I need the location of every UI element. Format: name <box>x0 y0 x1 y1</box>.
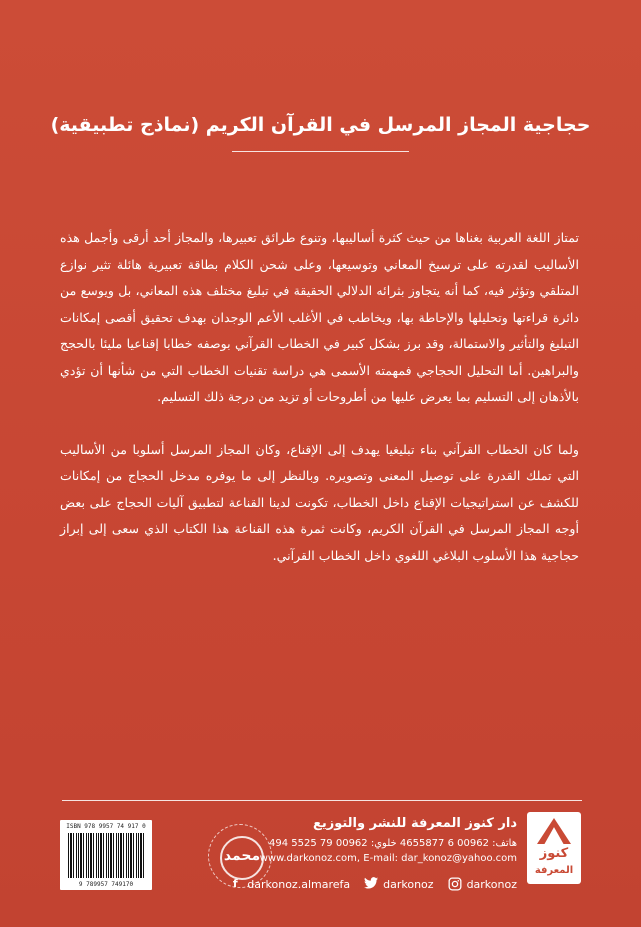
barcode-bars <box>68 833 144 878</box>
publisher-phones: هاتف: 00962 6 4655877 خلوي: 00962 79 5525 494 <box>269 838 517 849</box>
social-instagram[interactable] <box>448 877 517 891</box>
blurb-paragraph-2: ولما كان الخطاب القرآني بناء تبليغيا يهدف إلى الإقناع، وكان المجاز المرسل أسلوبا من الأساليب التي تملك القدرة على توصيل المعنى وتصويره. وبالنظر إلى ما يوفره مدخل الحجاج من إمكانات للكشف عن استراتيجيات الإقناع داخل الخطاب، تكونت لدينا القناعة لتطبيق آليات الحجاج على بعض أوجه المجاز المرسل في القرآن الكريم، وكانت ثمرة هذه القناعة هذا الكتاب الذي سعى إلى إبراز حجاجية هذا الأسلوب البلاغي اللغوي داخل الخطاب القرآني. <box>60 441 579 563</box>
designer-emblem <box>208 824 272 888</box>
facebook-icon: f <box>232 877 238 890</box>
instagram-icon <box>448 877 462 891</box>
instagram-handle: darkonoz <box>466 877 517 891</box>
publisher-logo <box>527 812 581 884</box>
title-divider <box>232 151 409 152</box>
publisher-web-email: www.darkonoz.com, E-mail: dar_konoz@yahoo.com <box>259 853 517 864</box>
emblem-calligraphy: محمد <box>223 848 261 864</box>
logo-text-line1: كنوز <box>539 846 569 861</box>
blurb-paragraph-1: تمتاز اللغة العربية بغناها من حيث كثرة أساليبها، وتنوع طرائق تعبيرها، والمجاز أحد أرقى وأجمل هذه الأساليب لقدرته على ترسيخ المعاني وتوسيعها، وعلى شحن الكلام بطاقة تعبيرية هائلة تثير نوازع المتلقي وتؤثر فيه، كما أنه يتجاوز بثرائه الدلالي الحقيقة في تبليغ مختلف هذه المعاني، بل ويوسع من دائرة قراءتها وتحليلها والإحاطة بها، ويخاطب في الأغلب الأعم الوجدان بهدف تحقيق أقصى إمكانات التبليغ والتأثير والاستمالة، وقد برز بشكل كبير في الخطاب القرآني بوصفه خطابا إقناعيا مليئا بالحجج والبراهين. أما التحليل الحجاجي فمهمته الأسمى هي دراسة تقنيات الخطاب التي من شأنها أن تؤدي بالأذهان إلى التسليم بما يعرض عليها من أطروحات أو تزيد من درجة ذلك التسليم. <box>60 230 579 404</box>
isbn-barcode <box>60 820 152 890</box>
book-title: حجاجية المجاز المرسل في القرآن الكريم (نماذج تطبيقية) <box>50 114 591 136</box>
twitter-handle: darkonoz <box>383 877 434 891</box>
barcode-digits: 9 789957 749170 <box>78 881 134 888</box>
publisher-footer <box>60 808 581 898</box>
logo-mark-icon <box>537 818 571 844</box>
emblem-ring <box>220 836 264 880</box>
isbn-text: ISBN 978 9957 74 917 0 <box>66 823 146 830</box>
logo-text-line2: المعرفة <box>534 865 574 876</box>
footer-divider <box>62 800 582 801</box>
twitter-icon <box>364 877 378 891</box>
blurb <box>60 225 579 569</box>
social-twitter[interactable] <box>364 877 433 891</box>
publisher-info <box>257 814 517 866</box>
facebook-handle: darkonoz.almarefa <box>247 877 351 891</box>
social-links <box>232 874 517 894</box>
publisher-name: دار كنوز المعرفة للنشر والتوزيع <box>312 816 517 831</box>
